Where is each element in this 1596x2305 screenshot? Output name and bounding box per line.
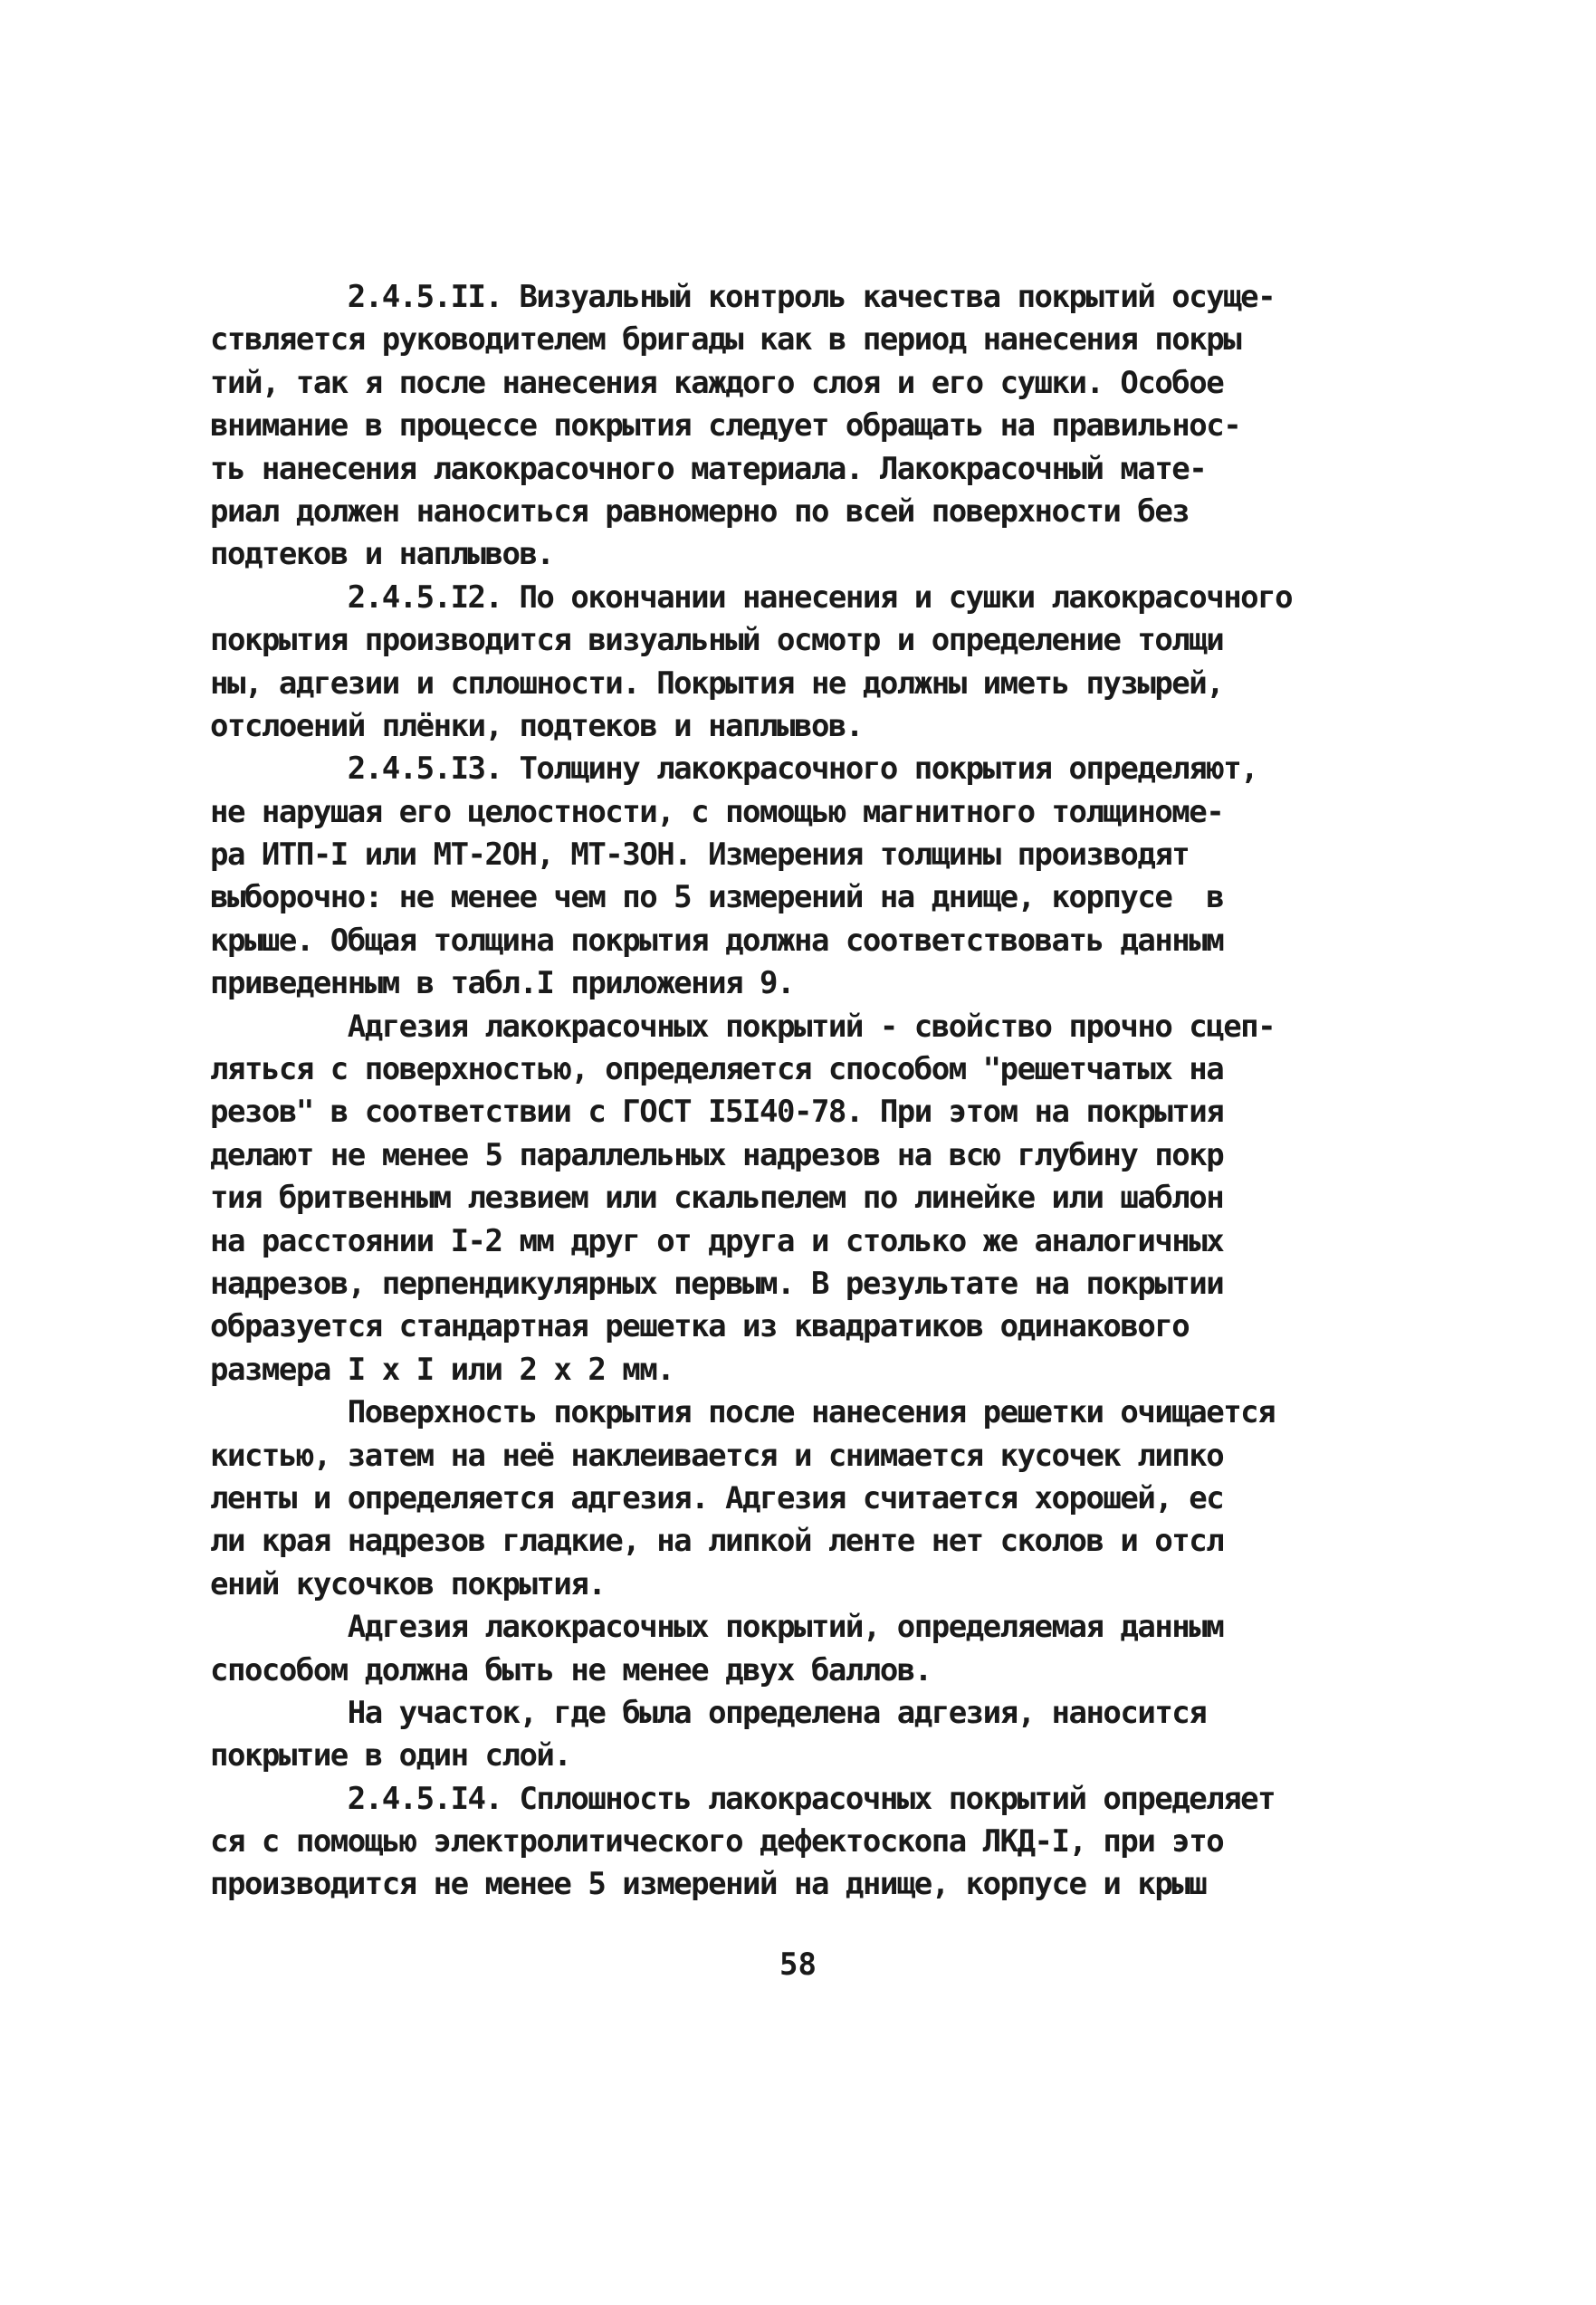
text-line: отслоений плёнки, подтеков и наплывов.: [210, 707, 863, 744]
text-line: Адгезия лакокрасочных покрытий - свойство прочно сцеп-: [210, 1008, 1276, 1045]
text-line: ть нанесения лакокрасочного материала. Лакокрасочный мате-: [210, 450, 1207, 487]
text-line: ений кусочков покрытия.: [210, 1565, 606, 1602]
text-line: на расстоянии I-2 мм друг от друга и столько же аналогичных: [210, 1222, 1224, 1259]
text-line: делают не менее 5 параллельных надрезов на всю глубину покр: [210, 1136, 1224, 1173]
text-line: производится не менее 5 измерений на днище, корпусе и крыш: [210, 1866, 1207, 1903]
text-line: кистью, затем на неё наклеивается и снимается кусочек липко: [210, 1437, 1224, 1474]
text-line: образуется стандартная решетка из квадратиков одинакового: [210, 1308, 1190, 1345]
text-line: ны, адгезии и сплошности. Покрытия не должны иметь пузырей,: [210, 665, 1224, 702]
text-line: риал должен наноситься равномерно по всей поверхности без: [210, 493, 1190, 530]
text-line: Поверхность покрытия после нанесения решетки очищается: [210, 1394, 1276, 1431]
text-line: 2.4.5.I3. Толщину лакокрасочного покрытия определяют,: [210, 751, 1258, 788]
page-number: 58: [779, 1946, 817, 1983]
text-line: ленты и определяется адгезия. Адгезия считается хорошей, ес: [210, 1479, 1224, 1516]
text-line: ствляется руководителем бригады как в период нанесения покры: [210, 321, 1241, 359]
text-line: 2.4.5.I4. Сплошность лакокрасочных покрытий определяет: [210, 1780, 1276, 1817]
text-line: ра ИТП-I или МТ-2ОН, МТ-3ОН. Измерения толщины производят: [210, 837, 1190, 874]
text-line: 2.4.5.II. Визуальный контроль качества покрытий осуще-: [210, 279, 1276, 315]
text-line: внимание в процессе покрытия следует обращать на правильнос-: [210, 407, 1241, 445]
text-line: крыше. Общая толщина покрытия должна соответствовать данным: [210, 922, 1224, 959]
text-line: покрытие в один слой.: [210, 1737, 571, 1774]
text-line: надрезов, перпендикулярных первым. В результате на покрытии: [210, 1265, 1224, 1302]
text-line: ся с помощью электролитического дефектоскопа ЛКД-I, при это: [210, 1823, 1224, 1860]
text-line: не нарушая его целостности, с помощью магнитного толщиноме-: [210, 793, 1224, 830]
body-text: [210, 276, 1293, 1907]
text-line: тия бритвенным лезвием или скальпелем по линейке или шаблон: [210, 1180, 1224, 1217]
text-line: размера I х I или 2 х 2 мм.: [210, 1351, 674, 1388]
text-line: приведенным в табл.I приложения 9.: [210, 965, 794, 1002]
text-line: подтеков и наплывов.: [210, 536, 554, 573]
text-line: тий, так я после нанесения каждого слоя и его сушки. Особое: [210, 364, 1224, 401]
text-line: Адгезия лакокрасочных покрытий, определяемая данным: [210, 1609, 1224, 1646]
text-line: ляться с поверхностью, определяется способом "решетчатых на: [210, 1051, 1224, 1088]
text-line: выборочно: не менее чем по 5 измерений на днище, корпусе в: [210, 879, 1224, 916]
text-line: резов" в соответствии с ГОСТ I5I40-78. При этом на покрытия: [210, 1094, 1224, 1131]
text-line: покрытия производится визуальный осмотр и определение толщи: [210, 622, 1224, 659]
text-line: На участок, где была определена адгезия, наносится: [210, 1694, 1207, 1731]
text-line: способом должна быть не менее двух баллов.: [210, 1651, 932, 1688]
text-line: 2.4.5.I2. По окончании нанесения и сушки лакокрасочного: [210, 579, 1293, 616]
text-line: ли края надрезов гладкие, на липкой ленте нет сколов и отсл: [210, 1523, 1224, 1560]
